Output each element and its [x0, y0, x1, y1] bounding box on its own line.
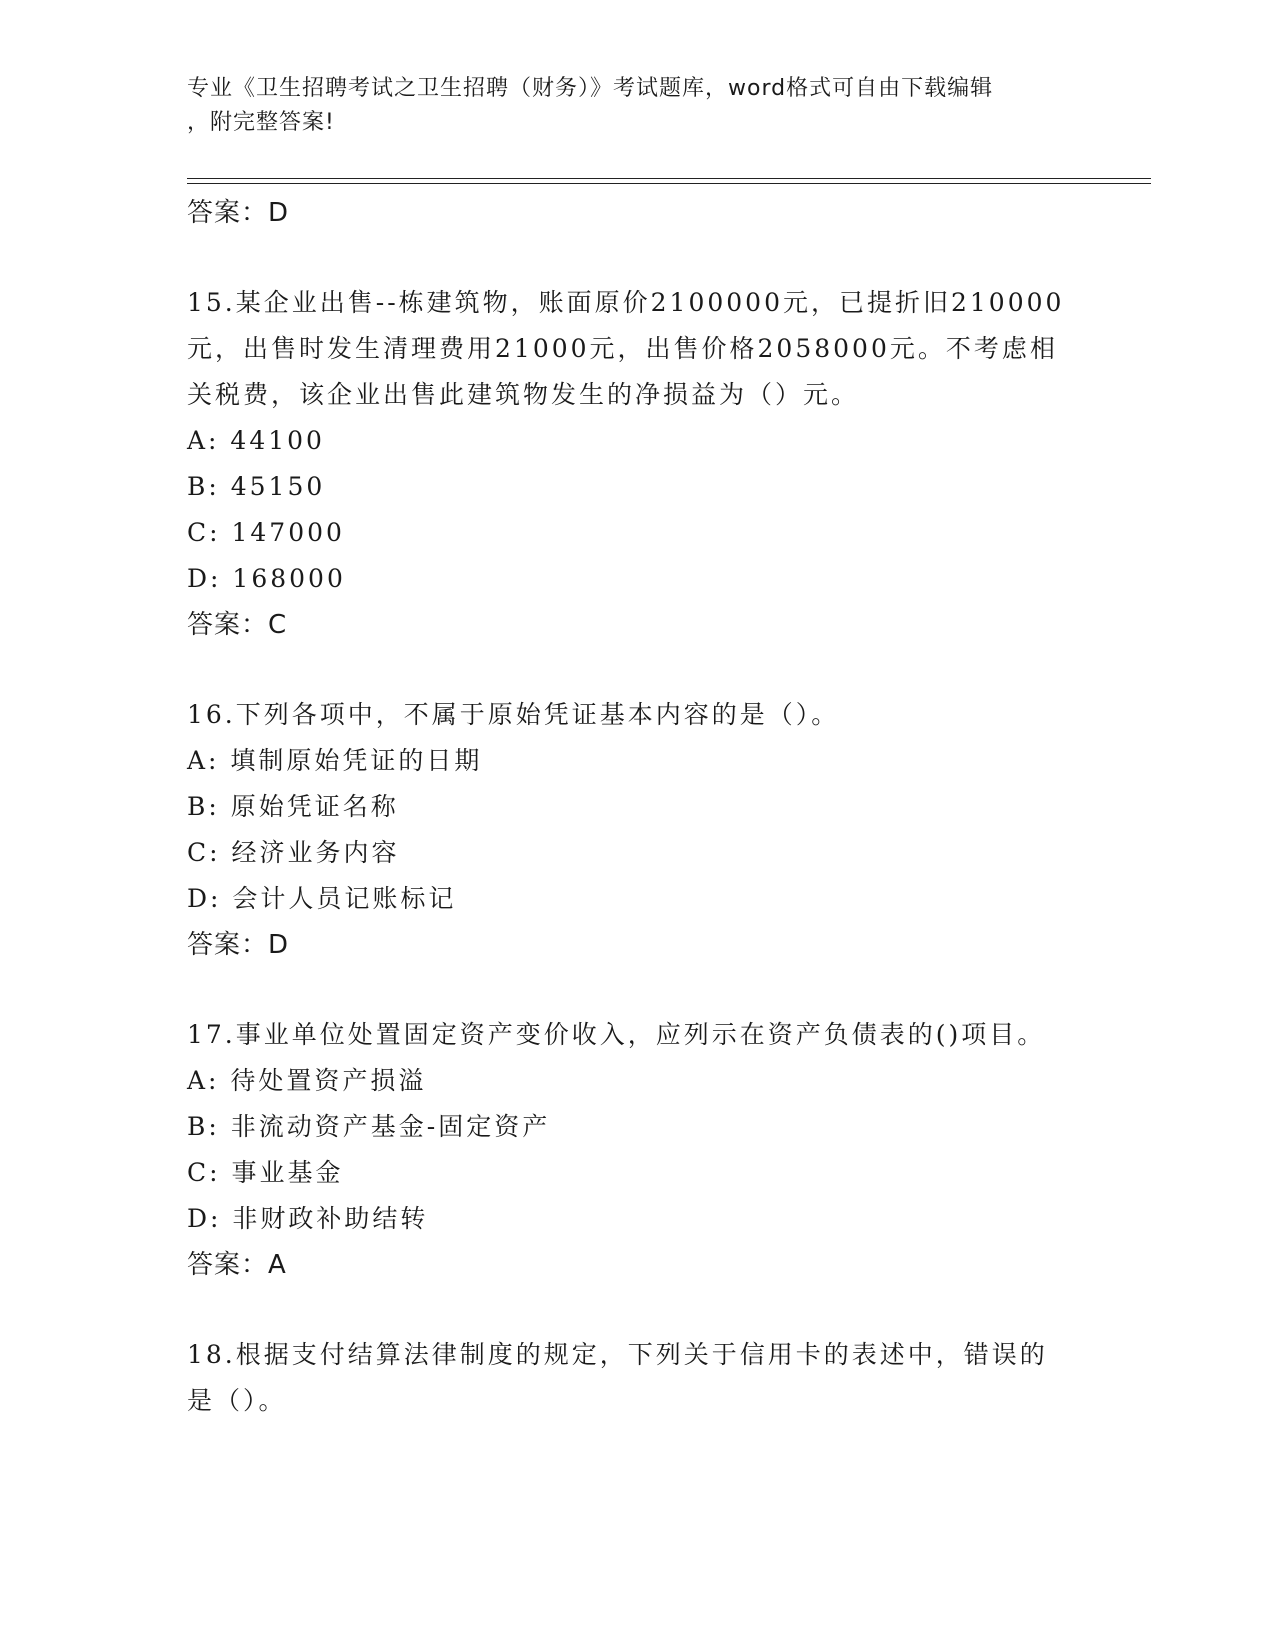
option-c: C: 事业基金: [187, 1158, 344, 1187]
option-a: A: 填制原始凭证的日期: [187, 746, 483, 775]
question-18: [187, 1332, 1087, 1424]
question-text-line: 18.根据支付结算法律制度的规定，下列关于信用卡的表述中，错误的: [187, 1340, 1048, 1369]
option-b: B: 原始凭证名称: [187, 792, 399, 821]
option-a: A: 44100: [187, 426, 325, 455]
option-c: C: 147000: [187, 518, 345, 547]
question-text-line: 是（）。: [187, 1386, 287, 1415]
option-d: D: 会计人员记账标记: [187, 884, 457, 913]
document-header: [187, 72, 1067, 140]
header-rule-top: [187, 178, 1151, 179]
question-text-line: 16.下列各项中，不属于原始凭证基本内容的是（）。: [187, 700, 840, 729]
document-body: [187, 190, 1087, 1424]
option-d: D: 非财政补助结转: [187, 1204, 429, 1233]
question-text-line: 15.某企业出售--栋建筑物，账面原价2100000元，已提折旧210000: [187, 288, 1065, 317]
option-b: B: 45150: [187, 472, 326, 501]
option-b: B: 非流动资产基金-固定资产: [187, 1112, 551, 1141]
question-17: [187, 1012, 1087, 1288]
option-c: C: 经济业务内容: [187, 838, 400, 867]
question-text-line: 元，出售时发生清理费用21000元，出售价格2058000元。不考虑相: [187, 334, 1058, 363]
question-text-line: 关税费，该企业出售此建筑物发生的净损益为（）元。: [187, 380, 860, 409]
answer-label: 答案：D: [187, 198, 290, 228]
answer-label: 答案：D: [187, 930, 290, 960]
answer-label: 答案：C: [187, 610, 288, 640]
header-rule-bottom: [187, 183, 1151, 184]
question-text-line: 17.事业单位处置固定资产变价收入，应列示在资产负债表的()项目。: [187, 1020, 1046, 1049]
question-15: [187, 280, 1087, 648]
option-d: D: 168000: [187, 564, 346, 593]
answer-label: 答案：A: [187, 1250, 287, 1280]
question-16: [187, 692, 1087, 968]
header-line-1: 专业《卫生招聘考试之卫生招聘（财务）》考试题库，word格式可自由下载编辑: [187, 76, 994, 101]
option-a: A: 待处置资产损溢: [187, 1066, 427, 1095]
header-line-2: ，附完整答案!: [187, 110, 335, 135]
